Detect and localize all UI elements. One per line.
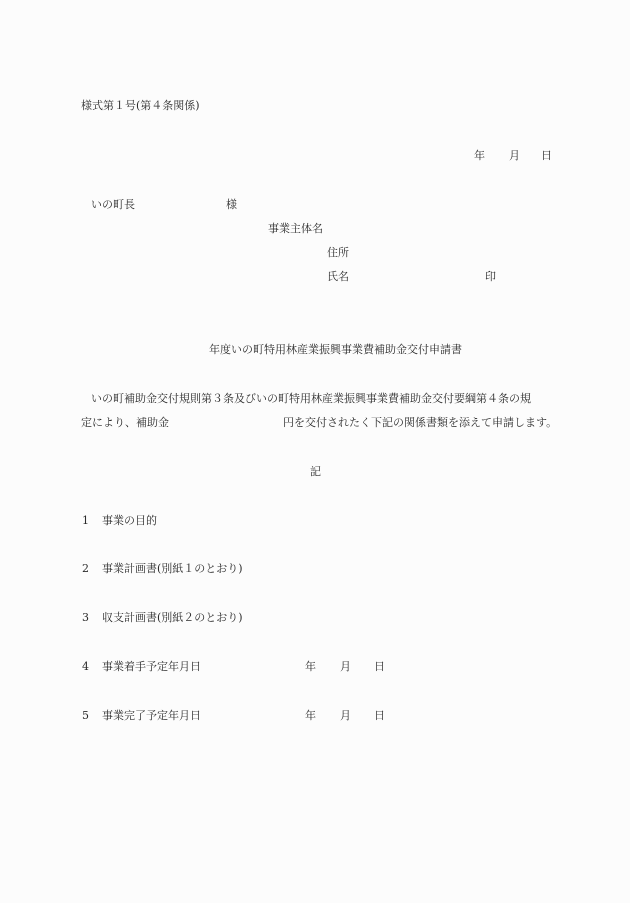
date-year-label: 年 [474, 149, 485, 162]
subsidy-amount-blank [172, 416, 282, 430]
date-day-label: 日 [541, 149, 552, 162]
item-4-year-label: 年 [305, 660, 316, 673]
item-2-number: 2 [82, 562, 89, 575]
item-2-label: 事業計画書(別紙１のとおり) [102, 562, 243, 575]
item-4-label: 事業着手予定年月日 [102, 660, 201, 673]
item-4-number: 4 [82, 660, 89, 673]
form-number: 様式第１号(第４条関係) [81, 99, 200, 112]
item-5-month-label: 月 [340, 709, 351, 722]
item-5-year-label: 年 [305, 709, 316, 722]
item-5-number: 5 [82, 709, 89, 722]
item-5-day-label: 日 [374, 709, 385, 722]
addressee-honorific: 様 [226, 198, 237, 211]
item-4-month-label: 月 [340, 660, 351, 673]
body-line-1: いの町補助金交付規則第３条及びいの町特用林産業振興事業費補助金交付要綱第４条の規 [91, 392, 531, 405]
item-3-number: 3 [82, 611, 89, 624]
item-3-label: 収支計画書(別紙２のとおり) [102, 611, 243, 624]
ki-heading: 記 [310, 465, 321, 478]
body-line-2-prefix: 定により、補助金 [81, 416, 169, 429]
document-title: 年度いの町特用林産業振興事業費補助金交付申請書 [209, 343, 462, 356]
applicant-entity-label: 事業主体名 [268, 222, 323, 235]
seal-mark: 印 [485, 270, 496, 283]
item-5-label: 事業完了予定年月日 [102, 709, 201, 722]
addressee-name: いの町長 [91, 198, 135, 211]
item-4-day-label: 日 [374, 660, 385, 673]
item-1-number: 1 [82, 514, 89, 527]
applicant-address-label: 住所 [327, 246, 349, 259]
body-line-2-suffix: 円を交付されたく下記の関係書類を添えて申請します。 [283, 416, 558, 429]
applicant-name-label: 氏名 [327, 270, 349, 283]
item-1-label: 事業の目的 [102, 514, 157, 527]
date-month-label: 月 [509, 149, 520, 162]
